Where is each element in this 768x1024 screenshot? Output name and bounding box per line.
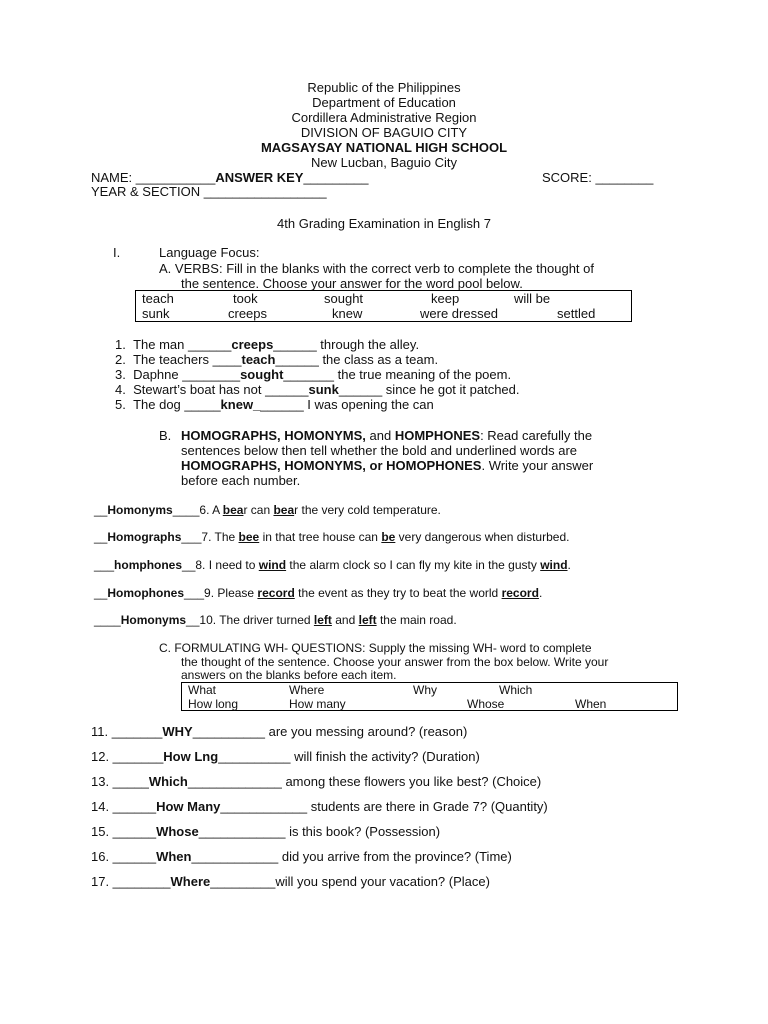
underlined-word: left [358,613,377,627]
pool-word: keep [431,291,460,306]
item-number: 14. ______ [91,799,157,814]
item-text: ___7. The [181,530,239,544]
year-section-field: YEAR & SECTION _________________ [91,184,327,199]
item-text: _____________ among these flowers you like best? (Choice) [187,774,542,789]
name-value: ANSWER KEY [215,170,304,185]
name-tail: _________ [303,170,369,185]
blank: __ [94,586,108,600]
underlined-word: left [313,613,332,627]
item-text: ______ through the alley. [273,337,420,352]
item-number: 11. _______ [91,724,163,739]
item-text: . [567,558,571,572]
pool-word: sought [324,291,364,306]
item-text: _______ the true meaning of the poem. [283,367,512,382]
item-number: 16. ______ [91,849,157,864]
part-a-instruction-1: A. VERBS: Fill in the blanks with the correct verb to complete the thought of [159,261,594,276]
item-text: Daphne ________ [133,367,241,382]
item-answer: WHY [162,724,193,739]
verb-item-5 [115,397,434,412]
item-number: 13. _____ [91,774,149,789]
item-number: 4. [115,382,126,397]
verb-item-1 [115,337,419,352]
item-text: in that tree house can [259,530,382,544]
item-number: 12. _______ [91,749,164,764]
part-c-instruction-2: the thought of the sentence. Choose your answer from the box below. Write your [181,655,609,669]
part-b-instruction-4: before each number. [181,473,301,488]
pool-word: knew [332,306,363,321]
item-text: the main road. [376,613,457,627]
school-address: New Lucban, Baguio City [311,155,457,170]
item-text: ____________ is this book? (Possession) [198,824,441,839]
pool-word: When [575,697,607,711]
item-answer: Homonyms [120,613,187,627]
item-answer: Which [148,774,188,789]
header-department: Department of Education [312,95,456,110]
pool-word: were dressed [420,306,499,321]
pool-word: How many [289,697,346,711]
item-number: 15. ______ [91,824,157,839]
item-answer: teach [241,352,276,367]
name-field [91,170,369,185]
pool-word: settled [557,306,596,321]
item-number: 17. ________ [91,874,171,889]
part1-title: Language Focus: [159,245,260,260]
part-b-instruction-3 [181,458,593,473]
school-name: MAGSAYSAY NATIONAL HIGH SCHOOL [260,140,508,155]
part1-numeral: I. [113,245,121,260]
homo-item-7 [94,530,569,545]
pool-word: Which [499,683,533,697]
item-text: very dangerous when disturbed. [395,530,570,544]
underlined-word: be [381,530,396,544]
underlined-word: bee [238,530,260,544]
part-b-instruction-2: sentences below then tell whether the bold and underlined words are [181,443,578,458]
pool-word: teach [142,291,174,306]
item-text: The dog _____ [133,397,221,412]
item-text: The teachers ____ [133,352,242,367]
item-answer: Homonyms [107,503,173,517]
blank: __ [94,530,108,544]
underlined-word: bea [222,503,244,517]
item-answer: When [156,849,192,864]
exam-title: 4th Grading Examination in English 7 [277,216,491,231]
part-b-letter: B. [159,428,172,443]
wh-item-16 [91,849,512,864]
underlined-word: record [501,586,539,600]
homo-item-6 [94,503,441,518]
item-answer: sunk [308,382,339,397]
underlined-word: record [257,586,295,600]
pool-word: What [188,683,217,697]
item-text: __________ are you messing around? (reason) [192,724,468,739]
wh-item-12 [91,749,480,764]
part-b-instruction-1 [181,428,592,443]
item-text: . [538,586,543,600]
pool-word: creeps [228,306,268,321]
item-text: the alarm clock so I can fly my kite in the gusty [286,558,541,572]
verb-word-pool [135,290,632,322]
item-text: r the very cold temperature. [294,503,441,517]
blank: ____ [94,613,121,627]
part-a-instruction-2: the sentence. Choose your answer for the word pool below. [181,276,523,291]
item-text: The man ______ [133,337,232,352]
wh-item-11 [91,724,467,739]
item-text: __10. The driver turned [186,613,314,627]
wh-item-14 [91,799,548,814]
item-answer: sought [240,367,284,382]
header-division: DIVISION OF BAGUIO CITY [300,125,468,140]
item-text: and [331,613,359,627]
header-region: Cordillera Administrative Region [291,110,477,125]
item-text: ______ since he got it patched. [338,382,520,397]
item-answer: How Lng [163,749,219,764]
part-c-instruction-3: answers on the blanks before each item. [181,668,397,682]
item-answer: Homophones [107,586,185,600]
item-number: 3. [115,367,126,382]
plain-text: . Write your answer [481,458,594,473]
pool-word: Why [413,683,437,697]
underlined-word: bea [273,503,295,517]
name-label: NAME: ___________ [91,170,216,185]
homo-item-8 [94,558,571,573]
pool-word: sunk [142,306,170,321]
wh-item-13 [91,774,541,789]
item-answer: Homographs [107,530,182,544]
pool-word: will be [514,291,551,306]
item-text: ____________ did you arrive from the province? (Time) [191,849,512,864]
item-text: ___9. Please [184,586,258,600]
bold-text: HOMOGRAPHS, HOMONYMS, or HOMOPHONES [181,458,482,473]
item-answer: Whose [156,824,199,839]
verb-item-2 [115,352,438,367]
bold-text: HOMOGRAPHS, HOMONYMS, [181,428,366,443]
pool-word: Where [289,683,325,697]
item-number: 2. [115,352,126,367]
part-c-instruction-1: C. FORMULATING WH- QUESTIONS: Supply the missing WH- word to complete [159,641,592,655]
score-field: SCORE: ________ [542,170,654,185]
item-text: ____6. A [172,503,223,517]
item-answer: knew_ [220,397,261,412]
item-text: ______ I was opening the can [260,397,434,412]
pool-word: took [233,291,258,306]
bold-text: HOMPHONES [394,428,481,443]
homo-item-9 [94,586,542,601]
blank: ___ [94,558,115,572]
blank: __ [94,503,108,517]
pool-word: Whose [467,697,505,711]
wh-item-17 [91,874,490,889]
plain-text: and [365,428,395,443]
item-answer: Where [170,874,211,889]
underlined-word: wind [258,558,287,572]
underlined-word: wind [540,558,568,572]
item-text: the event as they try to beat the world [294,586,502,600]
plain-text: : Read carefully the [480,428,593,443]
verb-item-4 [115,382,520,397]
header-republic: Republic of the Philippines [307,80,461,95]
homo-item-10 [94,613,457,628]
verb-item-3 [115,367,511,382]
item-text: __8. I need to [182,558,259,572]
item-answer: homphones [114,558,183,572]
wh-item-15 [91,824,440,839]
item-number: 1. [115,337,126,352]
item-number: 5. [115,397,126,412]
wh-word-pool [181,682,678,711]
item-text: ______ the class as a team. [275,352,439,367]
item-text: r can [243,503,274,517]
item-text: ____________ students are there in Grade 7? (Quantity) [220,799,548,814]
item-text: Stewart’s boat has not ______ [133,382,309,397]
item-answer: creeps [231,337,274,352]
item-text: _________will you spend your vacation? (Place) [210,874,490,889]
item-answer: How Many [156,799,221,814]
pool-word: How long [188,697,239,711]
item-text: __________ will finish the activity? (Duration) [218,749,480,764]
